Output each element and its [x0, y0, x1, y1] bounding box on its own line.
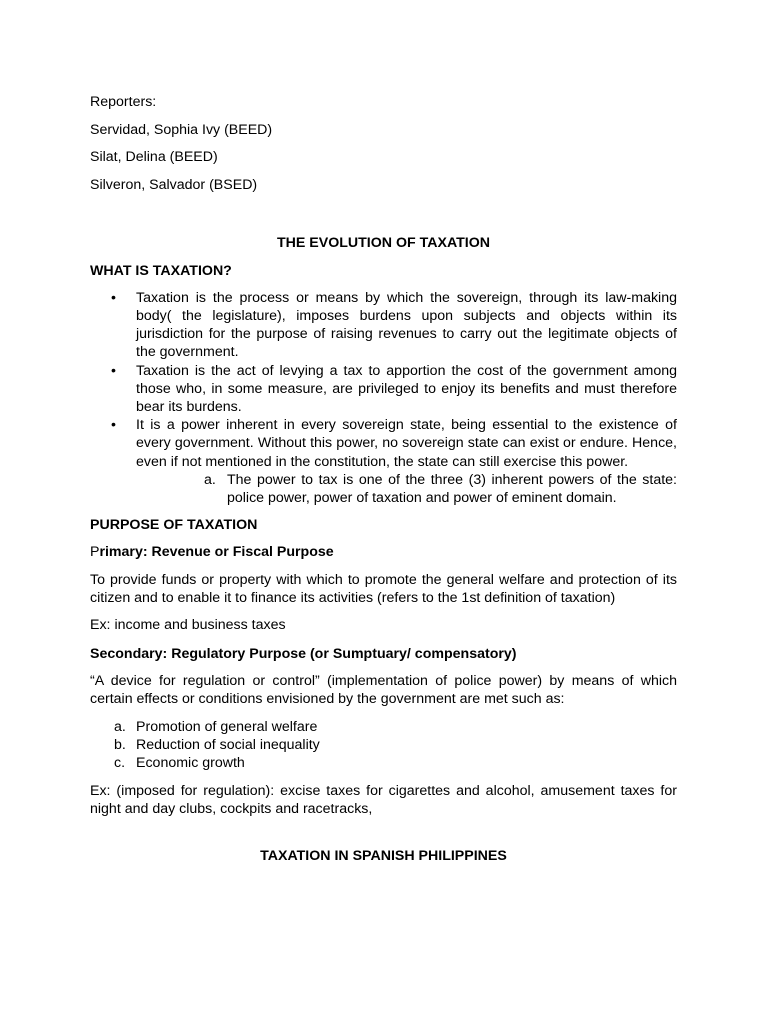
definition-bullet: [90, 289, 677, 362]
list-marker: c.: [114, 755, 126, 772]
purpose-heading: PURPOSE OF TAXATION: [90, 517, 258, 534]
section-title-spanish-philippines: TAXATION IN SPANISH PHILIPPINES: [260, 848, 507, 865]
definition-text: Taxation is the process or means by which the sovereign, through its law-making body( the legislature), imposes burdens upon subjects and objects within its jurisdiction for the purpose of raising revenues to carry out the legitimate objects of the government.: [136, 289, 677, 361]
list-item-text: Reduction of social inequality: [136, 736, 320, 753]
definition-bullet: [90, 362, 677, 417]
primary-first-letter: P: [90, 544, 100, 561]
taxation-definition-list: [90, 289, 677, 507]
list-item: [90, 718, 677, 736]
list-item: [90, 754, 677, 772]
secondary-purpose-text: “A device for regulation or control” (implementation of police power) by means of which certain effects or conditions envisioned by the government are met such as:: [90, 672, 677, 708]
secondary-purpose-heading: Secondary: Regulatory Purpose (or Sumptuary/ compensatory): [90, 645, 517, 662]
sublist-text: The power to tax is one of the three (3) inherent powers of the state: police power, power of taxation and power of eminent domain.: [227, 471, 677, 506]
reporter-name: Silveron, Salvador (BSED): [90, 177, 258, 194]
reporter-name: Silat, Delina (BEED): [90, 149, 218, 166]
list-item: [90, 736, 677, 754]
secondary-effects-list: [90, 718, 677, 773]
primary-heading-text: rimary: Revenue or Fiscal Purpose: [99, 544, 334, 561]
primary-example: Ex: income and business taxes: [90, 617, 286, 634]
reporter-name: Servidad, Sophia Ivy (BEED): [90, 121, 273, 138]
sublist-item: [136, 471, 677, 507]
document-body: [90, 93, 677, 865]
reporters-label: Reporters:: [90, 94, 157, 110]
primary-purpose-heading: [90, 543, 677, 561]
list-marker: a.: [114, 718, 126, 735]
definition-text: It is a power inherent in every sovereign state, being essential to the existence of every government. Without this power, no sovereign state can exist or endure. Hence, even if not mentioned in the constitution, the state can still exercise this power.: [136, 417, 677, 470]
secondary-example: Ex: (imposed for regulation): excise taxes for cigarettes and alcohol, amusement taxes for night and day clubs, cockpits and racetracks,: [90, 782, 677, 818]
definition-text: Taxation is the act of levying a tax to apportion the cost of the government among those who, in some measure, are privileged to enjoy its benefits and must therefore bear its burdens.: [136, 362, 677, 415]
list-item-text: Economic growth: [136, 755, 245, 772]
what-is-taxation-heading: WHAT IS TAXATION?: [90, 262, 232, 279]
primary-purpose-text: To provide funds or property with which to promote the general welfare and protection of its citizen and to enable it to finance its activities (refers to the 1st definition of taxation): [90, 571, 677, 606]
list-item-text: Promotion of general welfare: [136, 718, 318, 735]
definition-bullet: [90, 416, 677, 507]
inherent-powers-sublist: [136, 471, 677, 507]
list-marker: b.: [114, 736, 126, 753]
reporters-section: [90, 93, 677, 194]
document-title: THE EVOLUTION OF TAXATION: [276, 235, 491, 252]
sublist-marker: a.: [204, 471, 216, 488]
